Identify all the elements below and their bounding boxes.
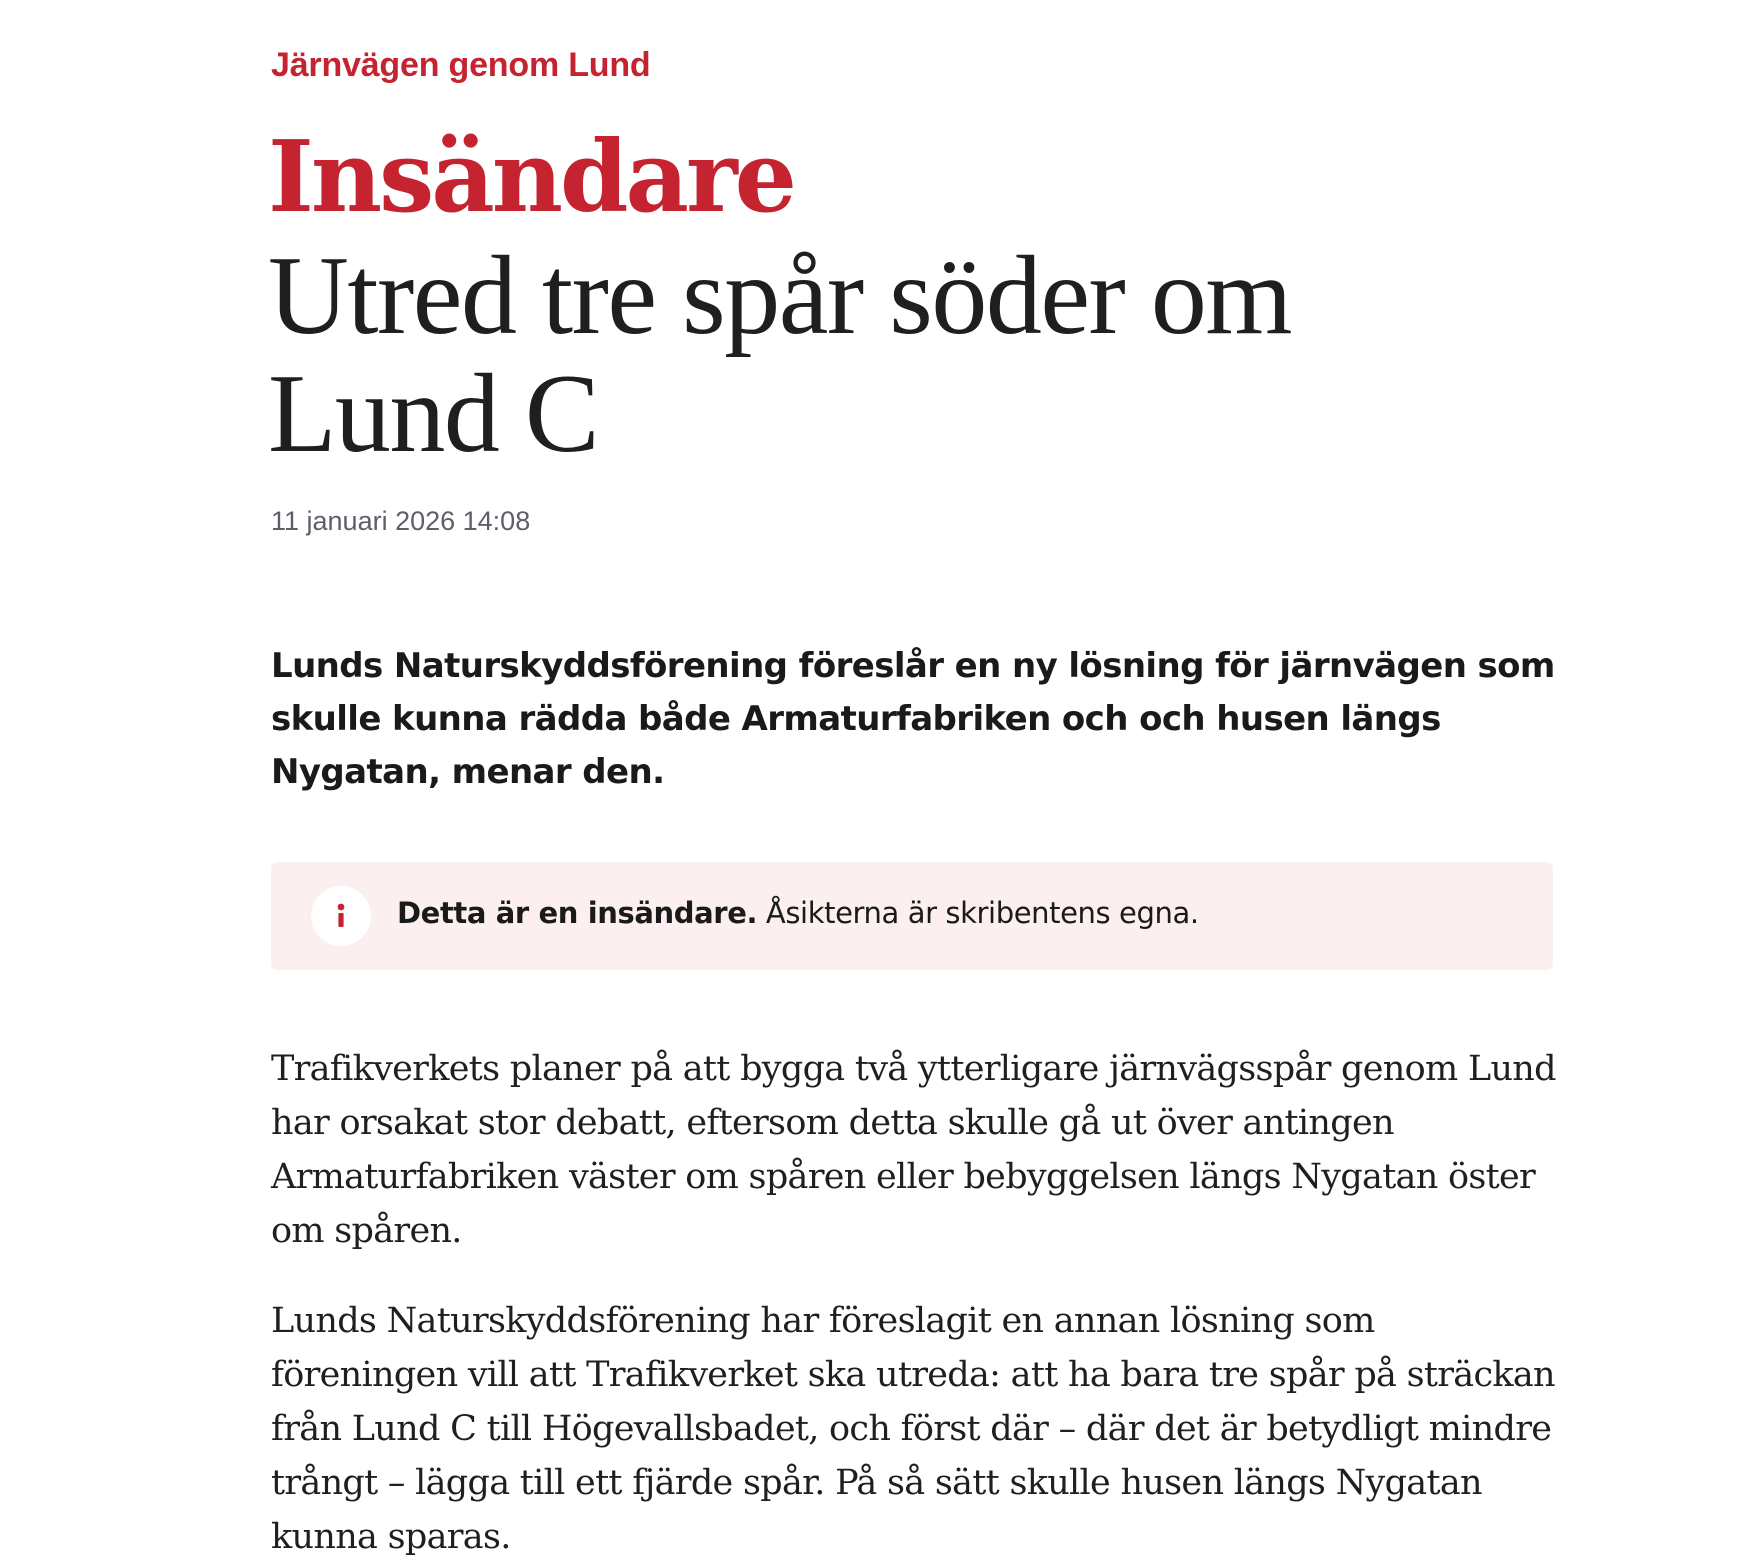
notice-bold: Detta är en insändare. [397,896,758,930]
section-tag-link[interactable]: Järnvägen genom Lund [271,46,651,84]
info-icon [311,886,371,946]
article-kicker: Insändare [268,120,795,235]
notice-rest: Åsikterna är skribentens egna. [757,896,1199,930]
published-date: 11 januari 2026 14:08 [271,506,531,536]
opinion-notice [271,862,1553,970]
article-ingress: Lunds Naturskyddsförening föreslår en ny lösning för järnvägen som skulle kunna rädda både Armaturfabriken och och husen längs Nygatan, menar den. [271,646,1555,792]
body-paragraph: Trafikverkets planer på att bygga två ytterligare järnvägsspår genom Lund har orsakat stor debatt, eftersom detta skulle gå ut över antingen Armaturfabriken väster om spåren eller bebyggelsen längs Nygatan öster om spåren. [271,1049,1556,1251]
notice-text [397,896,1199,930]
body-paragraph: Lunds Naturskyddsförening har föreslagit en annan lösning som föreningen vill att Trafikverket ska utreda: att ha bara tre spår på sträckan från Lund C till Högevallsbadet, och först där – där det är betydligt mindre trångt – lägga till ett fjärde spår. På så sätt skulle husen längs Nygatan kunna sparas. [271,1301,1555,1557]
article-headline: Utred tre spår söder om Lund C [268,234,1291,476]
